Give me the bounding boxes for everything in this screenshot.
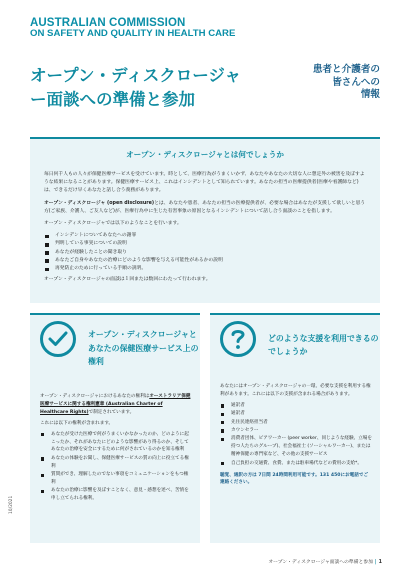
section-heading: オープン・ディスクロージャとは何でしょうか: [126, 150, 284, 159]
list-item: あなたご自身やあなたの治療にどのような影響を与える可能性があるかの説明: [44, 257, 366, 265]
definition-text: とは、あなたや患者、あなたの担当の医療提供者が、必要な場合はあなたが支援して欲しいと思う方(ご家族、介護人、ご友人など)が、医療行為中に生じた有害事象の原因となるインシデントについて話し合う面談のことを指します。: [44, 200, 366, 214]
support-heading: [268, 332, 378, 358]
paragraph: オープン・ディスクロージャでは以下のようなことを行います。: [44, 221, 182, 227]
list-item: あなたが経験したことの聞き取り: [44, 249, 366, 257]
publication-date: 10/2021: [9, 495, 14, 514]
list-item: 判明している事実についての説明: [44, 240, 366, 248]
heading-line: あなたの保健医療サービス上の: [88, 343, 199, 353]
audience-line-3: 情報: [360, 89, 380, 100]
page-footer: [268, 558, 382, 565]
list-item: 消費者団体、ピアワーカー (peer worker、同じような経験、立場を持つ人たちのグループ)、社会福祉士 (ソーシャルワーカー)、または精神保健の専門家など、その他の支援サービス: [220, 435, 372, 459]
heading-line: 権利: [88, 357, 104, 366]
list-item: 通訳者: [220, 402, 372, 410]
page-number: 1: [378, 560, 382, 565]
interpreter-phone-note: 聴覚、通訳の方は 7日間 24時間利用可能です。131 450にお電話でご連絡ください。: [220, 472, 369, 486]
defined-term: オープン・ディスクロージャ (open disclosure): [44, 200, 155, 206]
title-line-2: ー面談への準備と参加: [30, 90, 195, 109]
list-item: インシデントについてあなたへの謝罪: [44, 232, 366, 240]
bullet-list: [220, 402, 372, 468]
support-section: [210, 313, 380, 543]
paragraph: 毎日何千人もの人々が保健医療サービスを受けています。時として、医療行為がうまくいかず、あなたやあなたの大切な人に想定外の被害を及ぼすような結果になることがあります。保健医療サービス上、これはインシデントとして知られています。あなたの担当の医療提供者(医療や看護師など)は、できるだけ早くあなたと話し合う義務があります。: [44, 172, 365, 194]
check-circle-icon: [40, 321, 76, 357]
list-item: 自己負担の交通費、食費、または駐車場代などの費用の支給*。: [220, 460, 372, 468]
heading-line: どのような支援を利用できるの: [268, 334, 379, 343]
logo-line-1: AUSTRALIAN COMMISSION: [30, 17, 186, 29]
logo-line-2: ON SAFETY AND QUALITY IN HEALTH CARE: [30, 28, 236, 40]
heading-line: オープン・ディスクロージャと: [88, 330, 197, 339]
audience-line-1: 患者と介護者の: [312, 64, 380, 75]
paragraph: これには以下の権利が含まれます。: [40, 420, 114, 426]
what-is-open-disclosure-section: [30, 137, 380, 303]
question-circle-icon: [220, 321, 256, 357]
list-item: あなたの治療に影響を及ぼすことなく、意見・感想を述べ、苦情を申し立てられる権利。: [40, 487, 192, 503]
intro-text-end: で制定されています。: [88, 409, 135, 415]
list-item: あなたが受けた医療で何がうまくいかなかったのか、どのように起こったか、それがあなたにどのような影響があり得るのか、そしてあなたの治療を安全にするために何がされているのかを知る権利: [40, 431, 192, 455]
list-item: カウンセラー: [220, 427, 372, 435]
page-title: [30, 64, 280, 112]
audience-label: [313, 64, 380, 102]
rights-section: [30, 313, 200, 543]
support-body: [220, 383, 372, 490]
list-item: 先住民連絡担当者: [220, 419, 372, 427]
bullet-list: [40, 431, 192, 504]
commission-logo: [30, 17, 235, 39]
audience-line-2: 皆さんへの: [332, 76, 380, 88]
intro-text: オープン・ディスクロージャにおけるあなたの権利は: [40, 394, 150, 399]
heading-line: でしょうか: [268, 347, 308, 356]
paragraph: あなたにはオープン・ディスクロージャの一環、必要な支援を利用する権利があります。これには以下の支援が含まれる場合があります。: [220, 384, 371, 397]
definition-paragraph: [44, 200, 366, 216]
list-item: 再発防止のために行っている手順の説明。: [44, 265, 366, 273]
rights-body: [40, 393, 192, 507]
paragraph: オープン・ディスクロージャの面談は１回または数回にわたって行われます。: [44, 277, 211, 283]
bullet-list: [44, 232, 366, 273]
footer-title: オープン・ディスクロージャ面談への準備と参加: [268, 560, 373, 565]
list-item: 質問ができ、理解したのでない事項をコミュニケーションをもつ権利: [40, 471, 192, 487]
rights-intro: [40, 393, 192, 417]
rights-heading: [88, 328, 198, 369]
charter-link[interactable]: オーストラリア保健医療サービスに関する権利憲章 (Australian Charter of Healthcare Rights): [40, 394, 191, 415]
footer-separator: |: [374, 560, 377, 565]
title-line-1: オープン・ディスクロージャ: [30, 66, 242, 85]
list-item: あなたの体験をお聞し、保健医療サービスの質の向上に役立てる権利: [40, 455, 192, 471]
list-item: 通訳者: [220, 410, 372, 418]
